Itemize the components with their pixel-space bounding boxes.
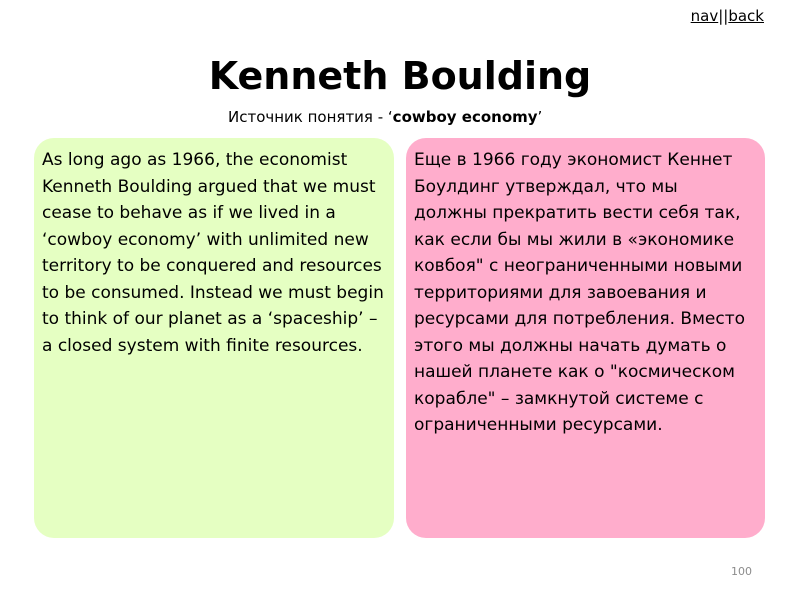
nav-link[interactable]: nav (690, 7, 719, 25)
slide-subtitle (228, 106, 542, 128)
nav-separator: || (718, 7, 729, 25)
russian-text-panel (406, 138, 765, 538)
back-link[interactable]: back (728, 7, 764, 25)
page-number: 100 (731, 565, 752, 578)
subtitle-prefix: Источник понятия - ‘ (228, 108, 393, 126)
subtitle-suffix: ’ (537, 108, 543, 126)
subtitle-bold-term: cowboy economy (392, 108, 538, 126)
slide-title: Kenneth Boulding (208, 54, 592, 98)
russian-paragraph: Еще в 1966 году экономист Кеннет Боулдинг утверждал, что мы должны прекратить вести себя так, как если бы мы жили в «экономике ковбоя" с неограниченными новыми территориями для завоевания и ресурсами для потребления. Вместо этого мы должны начать думать о нашей планете как о "космическом корабле" – замкнутой системе с ограниченными ресурсами. (414, 150, 746, 435)
english-text-panel (34, 138, 394, 538)
top-navigation (691, 6, 764, 26)
english-paragraph: As long ago as 1966, the economist Kenneth Boulding argued that we must cease to behave as if we lived in a ‘cowboy economy’ with unlimited new territory to be conquered and resources to be consumed. Instead we must begin to think of our planet as a ‘spaceship’ – a closed system with finite resources. (42, 150, 384, 356)
